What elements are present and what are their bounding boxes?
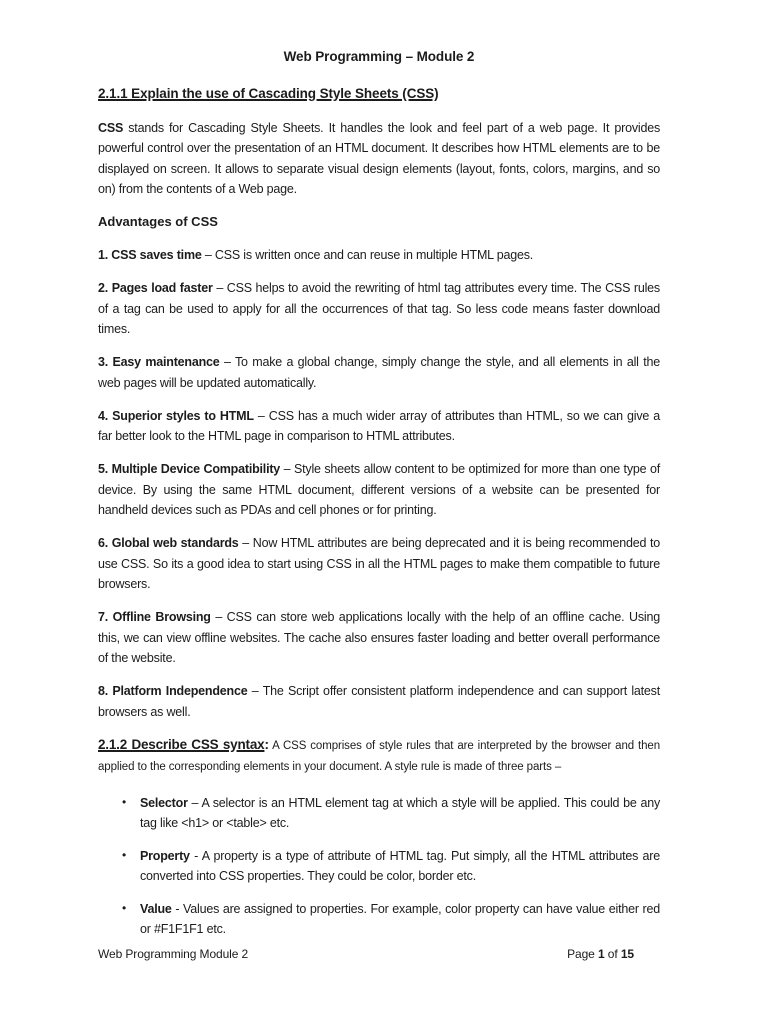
intro-paragraph [98,118,660,200]
advantage-item-4 [98,406,660,447]
advantage-separator: – [201,248,215,262]
bullet-icon: • [122,900,127,915]
intro-text: stands for Cascading Style Sheets. It handles the look and feel part of a web page. It provides powerful control over the presentation of an HTML document. It describes how HTML elements are to be displayed on screen. It allows to separate visual design elements (layout, fonts, colors, margins, and so on) from the contents of a Web page. [98,120,660,196]
part-text: A property is a type of attribute of HTML tag. Put simply, all the HTML attributes are converted into CSS properties. They could be color, border etc. [140,848,661,883]
part-term: Selector [140,795,188,810]
list-item-value [98,899,660,940]
part-text: Values are assigned to properties. For example, color property can have value either red or #F1F1F1 etc. [140,901,660,936]
advantage-term: 4. Superior styles to HTML [98,408,254,423]
advantage-text: To make a global change, simply change the style, and all elements in all the web pages will be updated automatically. [98,355,660,390]
part-separator: – [187,795,202,810]
advantage-term: 7. Offline Browsing [98,610,211,624]
advantage-separator: – [210,610,227,624]
advantage-item-7 [98,607,660,669]
section-heading-211-text: 2.1.1 Explain the use of Cascading Style Sheets (CSS) [98,86,439,101]
part-separator: - [171,901,184,916]
advantage-term: 8. Platform Independence [98,684,248,698]
advantage-item-6 [98,533,660,595]
footer-document-title: Web Programming Module 2 [98,947,249,961]
advantage-term: 1. CSS saves time [98,248,202,262]
advantage-text: CSS is written once and can reuse in multiple HTML pages. [214,248,534,262]
intro-lead: CSS [98,120,124,135]
part-term: Property [140,848,190,863]
advantage-item-8 [98,681,660,722]
list-item-selector [98,793,660,834]
part-text: A selector is an HTML element tag at which a style will be applied. This could be any tag like <h1> or <table> etc. [140,795,661,830]
advantage-text: CSS has a much wider array of attributes than HTML, so we can give a far better look to the HTML page in comparison to HTML attributes. [98,408,661,443]
section-heading-212-colon: : [264,736,269,752]
section-heading-211 [98,84,660,105]
advantage-term: 2. Pages load faster [98,281,213,295]
advantage-text: Style sheets allow content to be optimized for more than one type of device. By using the same HTML document, different versions of a website can be presented for handheld devices such as PDAs and cell phones or for printing. [98,462,660,517]
advantage-item-5 [98,459,660,521]
footer-page-number: 1 [597,947,605,961]
advantage-term: 5. Multiple Device Compatibility [98,462,281,476]
advantage-term: 6. Global web standards [98,536,239,550]
footer-page-word: Page [567,947,598,961]
advantage-item-3 [98,352,660,393]
advantage-text: The Script offer consistent platform independence and can support latest browsers as well. [98,684,660,719]
advantage-separator: – [247,684,263,698]
bullet-icon: • [122,794,127,809]
advantage-separator: – [219,355,235,369]
advantage-text: Now HTML attributes are being deprecated and it is being recommended to use CSS. So its a good idea to start using CSS in all the HTML pages to make them compatible to future browsers. [98,536,661,591]
document-content [98,47,660,952]
section-heading-212: 2.1.2 Describe CSS syntax [98,736,265,752]
part-separator: - [189,848,202,863]
part-term: Value [140,901,172,916]
advantage-item-1 [98,245,660,266]
page-title: Web Programming – Module 2 [283,49,475,64]
bullet-icon: • [122,847,127,862]
footer-page-info [567,946,660,962]
syntax-intro-text: A CSS comprises of style rules that are interpreted by the browser and then applied to the corresponding elements in your document. A style rule is made of three parts – [98,739,660,773]
advantage-item-2 [98,278,660,340]
advantage-text: CSS can store web applications locally with the help of an offline cache. Using this, we can view offline websites. The cache also ensures faster loading and better overall performance of the website. [98,610,660,665]
page-footer [98,946,660,962]
footer-of-word: of [604,947,621,961]
footer-page-total: 15 [620,947,634,961]
style-rule-parts-list [98,793,660,940]
advantage-text: CSS helps to avoid the rewriting of html tag attributes every time. The CSS rules of a tag can be used to apply for all the occurrences of that tag. So less code means faster download times. [98,281,660,336]
advantages-heading: Advantages of CSS [98,214,218,229]
advantage-separator: – [253,408,269,423]
list-item-property [98,846,660,887]
advantage-term: 3. Easy maintenance [98,355,220,369]
advantage-separator: – [280,462,294,476]
advantage-separator: – [238,536,253,550]
syntax-paragraph [98,735,660,778]
advantage-separator: – [212,281,227,295]
